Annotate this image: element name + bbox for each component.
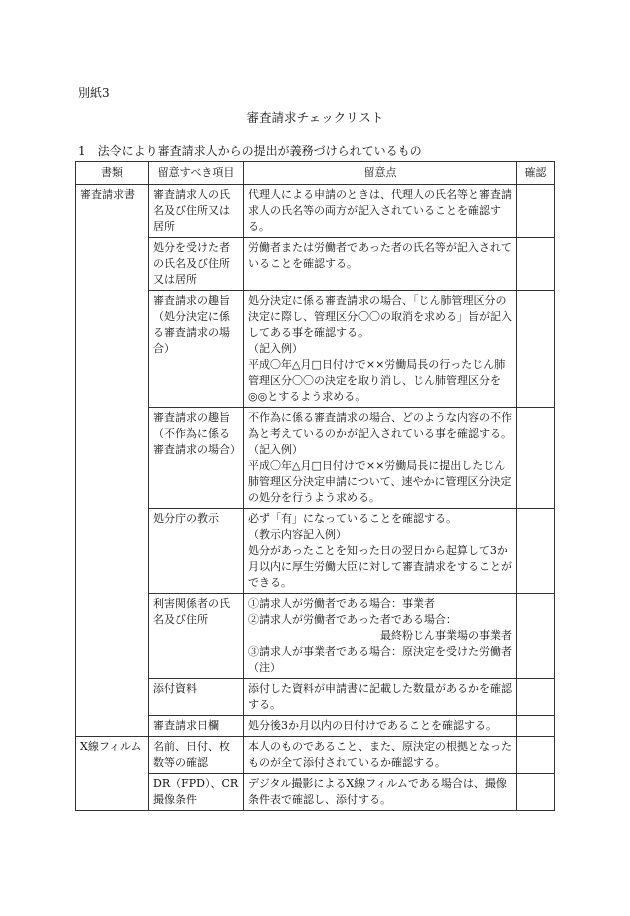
check-point: [244, 238, 517, 291]
check-item: 処分を受けた者の氏名及び住所又は居所: [149, 238, 244, 291]
page-title: 審査請求チェックリスト: [246, 110, 384, 125]
check-point: [244, 291, 517, 408]
check-item: 利害関係者の氏名及び住所: [149, 594, 244, 679]
header-point: 留意点: [244, 162, 517, 185]
check-point-line: ③請求人が事業者である場合：原決定を受けた労働者（注）: [248, 645, 512, 674]
check-point-line: 処分があったことを知った日の翌日から起算して3か月以内に厚生労働大臣に対して審査請求をすることができる。: [248, 544, 512, 589]
document-category: X線フィルム: [76, 737, 149, 811]
check-item: 審査請求の趣旨（処分決定に係る審査請求の場合）: [149, 291, 244, 408]
check-item: 処分庁の教示: [149, 509, 244, 594]
check-point: [244, 509, 517, 594]
confirm-checkbox-cell[interactable]: [517, 716, 555, 737]
check-point-line: 代理人による申請のときは、代理人の氏名等と審査請求人の氏名等の両方が記入されていることを確認する。: [248, 188, 512, 233]
confirm-checkbox-cell[interactable]: [517, 737, 555, 774]
check-item: 添付資料: [149, 679, 244, 716]
confirm-checkbox-cell[interactable]: [517, 509, 555, 594]
table-row: [76, 737, 555, 774]
check-item: 名前、日付、枚数等の確認: [149, 737, 244, 774]
check-point-line: 労働者または労働者であった者の氏名等が記入されていることを確認する。: [248, 241, 512, 270]
check-point: [244, 679, 517, 716]
check-point-line: 処分決定に係る審査請求の場合、「じん肺管理区分の決定に際し、管理区分〇〇の取消を求める」旨が記入してある事を確認する。: [248, 294, 512, 339]
check-point-line: 処分後3か月以内の日付けであることを確認する。: [248, 719, 497, 732]
check-point-line: （教示内容記入例）: [248, 528, 347, 541]
checklist-table: [75, 161, 555, 811]
check-point: [244, 716, 517, 737]
check-item: 審査請求人の氏名及び住所又は居所: [149, 185, 244, 238]
check-item: 審査請求日欄: [149, 716, 244, 737]
check-item: DR（FPD）、CR撮像条件: [149, 774, 244, 811]
check-point-line: （記入例）: [248, 342, 303, 355]
check-point-line: 平成〇年△月□日付けで××労働局長の行ったじん肺管理区分〇〇の決定を取り消し、じん肺管理区分を◎◎とするよう求める。: [248, 358, 506, 403]
check-point: [244, 594, 517, 679]
check-point: [244, 185, 517, 238]
header-document: 書類: [76, 162, 149, 185]
check-point: [244, 737, 517, 774]
check-item: 審査請求の趣旨（不作為に係る審査請求の場合）: [149, 408, 244, 509]
check-point-line: 最終粉じん事業場の事業者: [380, 629, 512, 642]
check-point-line: 添付した資料が申請書に記載した数量があるかを確認する。: [248, 682, 512, 711]
check-point: [244, 408, 517, 509]
check-point-line: デジタル撮影によるX線フィルムである場合は、撮像条件表で確認し、添付する。: [248, 777, 507, 806]
confirm-checkbox-cell[interactable]: [517, 291, 555, 408]
section-heading: 1 法令により審査請求人からの提出が義務づけられているもの: [78, 144, 422, 158]
header-item: 留意すべき項目: [149, 162, 244, 185]
check-point-line: 本人のものであること、また、原決定の根拠となったものが全て添付されているか確認する。: [248, 740, 512, 769]
table-row: [76, 185, 555, 238]
confirm-checkbox-cell[interactable]: [517, 408, 555, 509]
confirm-checkbox-cell[interactable]: [517, 679, 555, 716]
confirm-checkbox-cell[interactable]: [517, 774, 555, 811]
check-point: [244, 774, 517, 811]
check-point-line: 必ず「有」になっていることを確認する。: [248, 512, 457, 525]
check-point-line: 不作為に係る審査請求の場合、どのような内容の不作為と考えているのかが記入されている事を確認する。: [248, 411, 512, 440]
check-point-line: ①請求人が労働者である場合：事業者: [248, 597, 435, 610]
check-point-line: 平成〇年△月□日付けで××労働局長に提出したじん肺管理区分決定申請について、速やかに管理区分決定の処分を行うよう求める。: [248, 459, 512, 504]
check-point-line: ②請求人が労働者であった者である場合：: [248, 613, 457, 626]
header-confirm: 確認: [517, 162, 555, 185]
document-category: 審査請求書: [76, 185, 149, 737]
check-point-line: （記入例）: [248, 443, 303, 456]
confirm-checkbox-cell[interactable]: [517, 594, 555, 679]
table-header-row: [76, 162, 555, 185]
confirm-checkbox-cell[interactable]: [517, 185, 555, 238]
attachment-label: 別紙3: [78, 86, 110, 100]
confirm-checkbox-cell[interactable]: [517, 238, 555, 291]
